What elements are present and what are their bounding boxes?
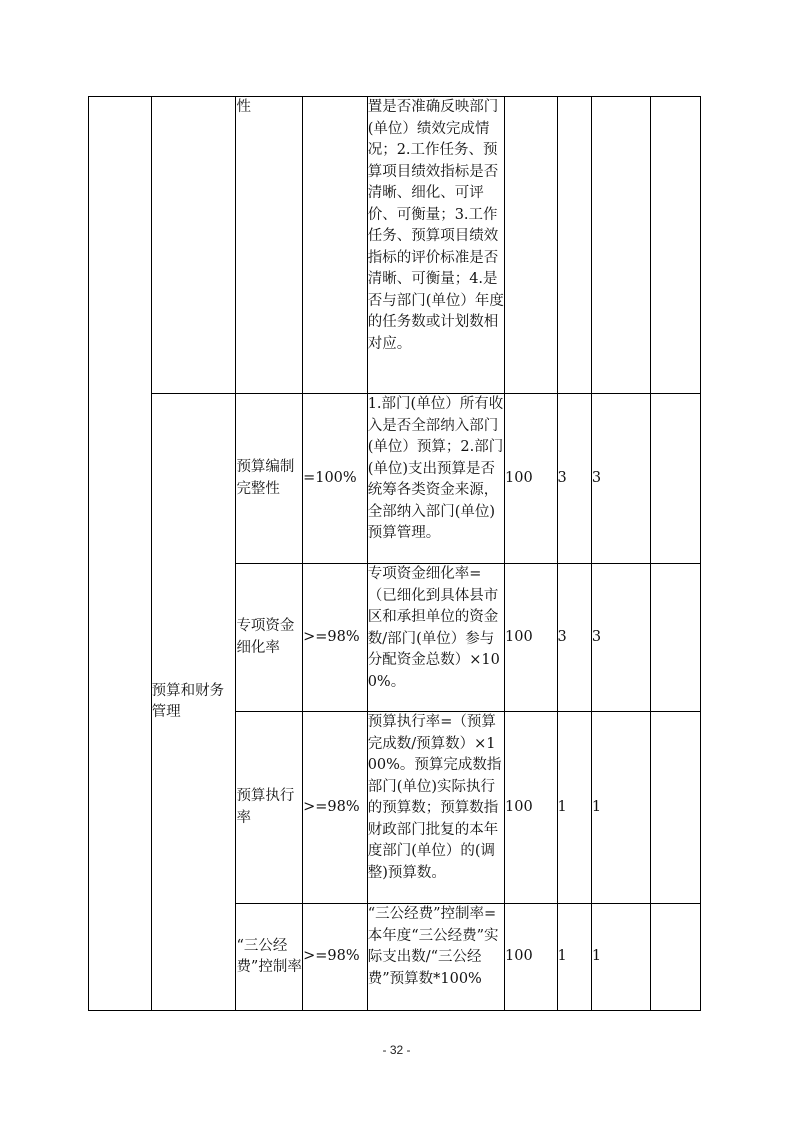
score-cell bbox=[591, 97, 651, 394]
page-number: - 32 - bbox=[382, 1043, 411, 1057]
indicator-name: 预算编制完整性 bbox=[236, 459, 295, 497]
full-score-cell bbox=[505, 712, 558, 904]
score-cell bbox=[591, 394, 651, 564]
description-cell bbox=[367, 394, 504, 564]
description-cell bbox=[367, 904, 504, 1011]
indicator-name-cell bbox=[236, 394, 303, 564]
group-label: 预算和财务管理 bbox=[151, 682, 225, 720]
score-value: 1 bbox=[591, 798, 602, 815]
level2-cell bbox=[151, 97, 236, 394]
weight-cell bbox=[557, 712, 591, 904]
indicator-standard: =100% bbox=[303, 469, 357, 486]
indicator-description: “三公经费”控制率=本年度“三公经费”实际支出数/“三公经费”预算数*100% bbox=[367, 906, 499, 987]
score-cell bbox=[591, 712, 651, 904]
remark-cell bbox=[651, 712, 701, 904]
standard-cell bbox=[303, 394, 368, 564]
full-score-cell bbox=[505, 564, 558, 712]
full-score: 100 bbox=[505, 948, 533, 965]
full-score: 100 bbox=[505, 628, 533, 645]
full-score-cell bbox=[505, 904, 558, 1011]
indicator-name: “三公经费”控制率 bbox=[236, 937, 302, 975]
standard-cell bbox=[303, 97, 368, 394]
remark-cell bbox=[651, 97, 701, 394]
indicator-name-cell bbox=[236, 97, 303, 394]
weight-value: 3 bbox=[557, 628, 567, 645]
score-value: 1 bbox=[591, 948, 602, 965]
standard-cell bbox=[303, 564, 368, 712]
weight-cell bbox=[557, 394, 591, 564]
description-cell bbox=[367, 712, 504, 904]
indicator-name: 预算执行率 bbox=[236, 788, 295, 826]
level1-cell bbox=[89, 97, 152, 1011]
score-value: 3 bbox=[591, 628, 602, 645]
full-score: 100 bbox=[505, 469, 533, 486]
indicator-description: 预算执行率=（预算完成数/预算数）×100%。预算完成数指部门(单位)实际执行的预算数；预算数指财政部门批复的本年度部门(单位）的(调整)预算数。 bbox=[367, 714, 502, 881]
score-value: 3 bbox=[591, 469, 602, 486]
indicator-description: 1.部门(单位）所有收入是否全部纳入部门(单位）预算；2.部门(单位)支出预算是否统筹各类资金来源，全部纳入部门(单位)预算管理。 bbox=[367, 396, 504, 541]
remark-cell bbox=[651, 394, 701, 564]
indicator-name-cell bbox=[236, 904, 303, 1011]
indicator-name-cell bbox=[236, 564, 303, 712]
indicator-description: 专项资金细化率=（已细化到具体县市区和承担单位的资金数/部门(单位）参与分配资金总数）×100%。 bbox=[367, 566, 500, 690]
weight-value: 3 bbox=[557, 469, 567, 486]
description-cell bbox=[367, 564, 504, 712]
standard-cell bbox=[303, 712, 368, 904]
weight-value: 1 bbox=[557, 798, 567, 815]
remark-cell bbox=[651, 564, 701, 712]
indicator-standard: >=98% bbox=[303, 948, 360, 965]
indicator-description: 置是否准确反映部门(单位）绩效完成情况；2.工作任务、预算项目绩效指标是否清晰、细化、可评价、可衡量；3.工作任务、预算项目绩效指标的评价标准是否清晰、可衡量；4.是否与部门(单位）年度的任务数或计划数相对应。 bbox=[367, 99, 504, 352]
weight-value: 1 bbox=[557, 948, 567, 965]
full-score-cell bbox=[505, 394, 558, 564]
evaluation-table bbox=[88, 96, 701, 1011]
table-row bbox=[89, 394, 701, 564]
indicator-name-cell bbox=[236, 712, 303, 904]
indicator-name: 性 bbox=[236, 99, 251, 115]
weight-cell bbox=[557, 97, 591, 394]
indicator-standard: >=98% bbox=[303, 628, 360, 645]
score-cell bbox=[591, 904, 651, 1011]
weight-cell bbox=[557, 564, 591, 712]
table-row bbox=[89, 97, 701, 394]
weight-cell bbox=[557, 904, 591, 1011]
group-label-cell bbox=[151, 394, 236, 1011]
full-score: 100 bbox=[505, 798, 533, 815]
standard-cell bbox=[303, 904, 368, 1011]
remark-cell bbox=[651, 904, 701, 1011]
full-score-cell bbox=[505, 97, 558, 394]
description-cell bbox=[367, 97, 504, 394]
indicator-standard: >=98% bbox=[303, 798, 360, 815]
score-cell bbox=[591, 564, 651, 712]
indicator-name: 专项资金细化率 bbox=[236, 618, 295, 656]
